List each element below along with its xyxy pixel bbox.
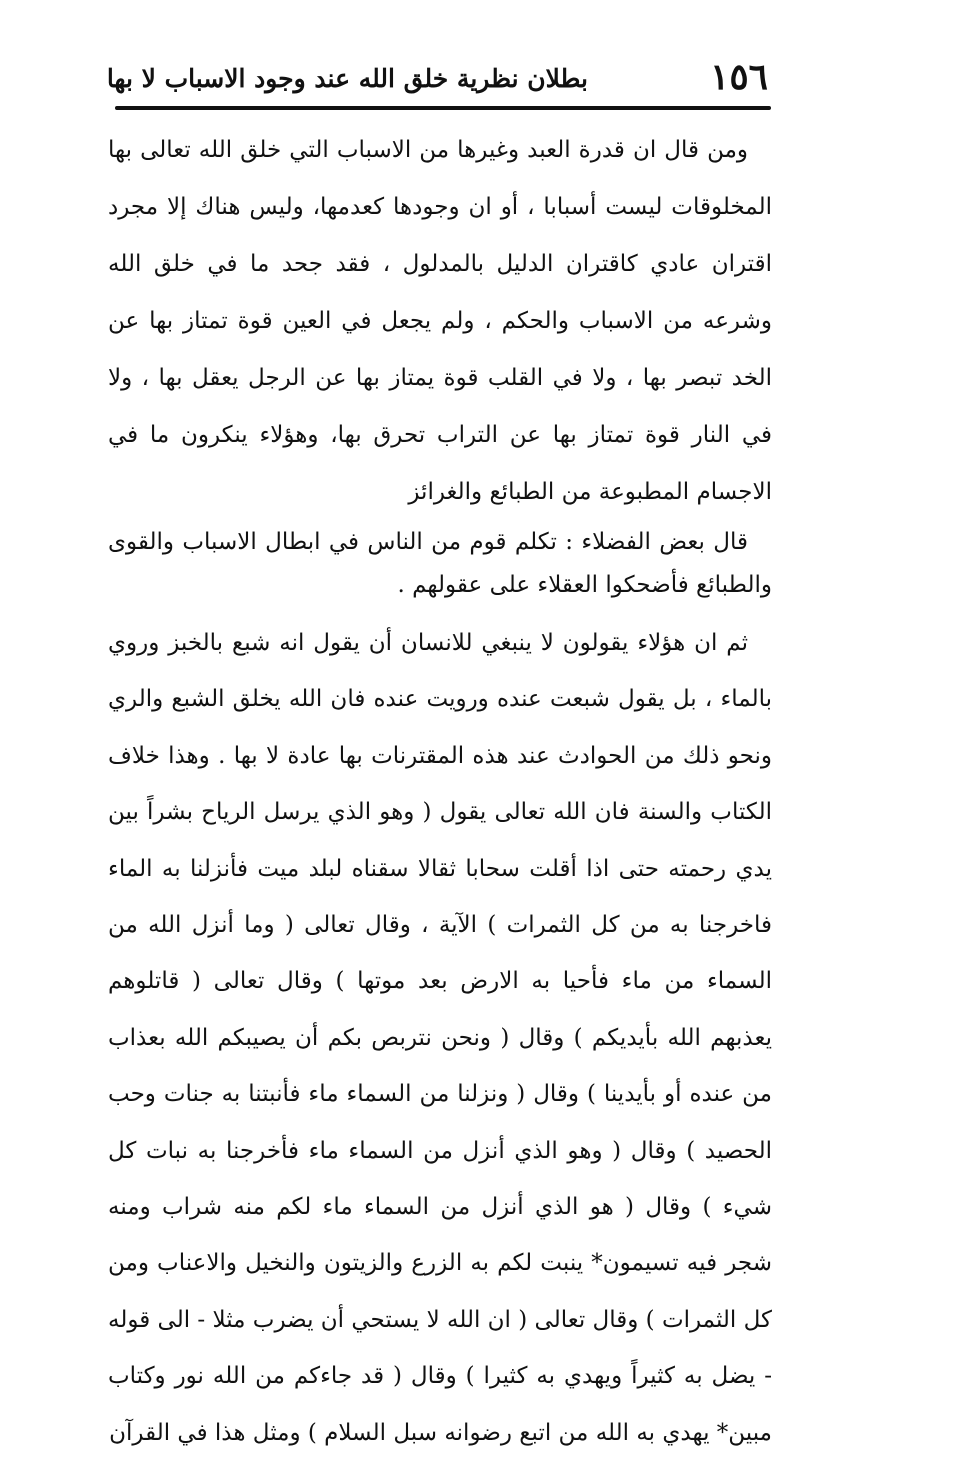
running-title: بطلان نظرية خلق الله عند وجود الاسباب لا بها bbox=[106, 64, 588, 93]
paragraph-3: ثم ان هؤلاء يقولون لا ينبغي للانسان أن يقول انه شبع بالخبز وروي بالماء ، بل يقول شبعت عنده ورويت عنده فان الله يخلق الشبع والري ونحو ذلك من الحوادث عند هذه المقترنات بها عادة لا بها . وهذا خلاف الكتاب والسنة فان الله تعالى يقول ( وهو الذي يرسل الرياح بشراً بين يدي رحمته حتى اذا أقلت سحابا ثقالا سقناه لبلد ميت فأنزلنا به الماء فاخرجنا به من كل الثمرات ) الآية ، وقال تعالى ( وما أنزل الله من السماء من ماء فأحيا به الارض بعد موتها ) وقال تعالى ( قاتلوهم يعذبهم الله بأيديكم ) وقال ( ونحن نتربص بكم أن يصيبكم الله بعذاب من عنده أو بأيدينا ) وقال ( ونزلنا من السماء ماء فأنبتنا به جنات وحب الحصيد ) وقال ( وهو الذي أنزل من السماء ماء فأخرجنا به نبات كل شيء ) وقال ( هو الذي أنزل من السماء ماء لكم منه شراب ومنه شجر فيه تسيمون* ينبت لكم به الزرع والزيتون والنخيل والاعناب ومن كل الثمرات ) وقال تعالى ( ان الله لا يستحي أن يضرب مثلا - الى قوله - يضل به كثيراً ويهدي به كثيرا ) وقال ( قد جاءكم من الله نور وكتاب مبين* يهدي به الله من اتبع رضوانه سبل السلام ) ومثل هذا في القرآن bbox=[108, 630, 772, 1446]
header-rule bbox=[115, 106, 771, 110]
paragraph-1: ومن قال ان قدرة العبد وغيرها من الاسباب التي خلق الله تعالى بها المخلوقات ليست أسبابا ، أو ان وجودها كعدمها، وليس هناك إلا مجرد اقتران عادي كاقتران الدليل بالمدلول ، فقد جحد ما في خلق الله وشرعه من الاسباب والحكم ، ولم يجعل في العين قوة تمتاز بها عن الخد تبصر بها ، ولا في القلب قوة يمتاز بها عن الرجل يعقل بها ، ولا في النار قوة تمتاز بها عن التراب تحرق بها، وهؤلاء ينكرون ما في الاجسام المطبوعة من الطبائع والغرائز bbox=[108, 137, 772, 505]
paragraph-2: قال بعض الفضلاء : تكلم قوم من الناس في ابطال الاسباب والقوى والطبائع فأضحكوا العقلاء على عقولهم . bbox=[108, 529, 772, 598]
body-text bbox=[108, 122, 772, 1461]
page-number: ١٥٦ bbox=[709, 56, 768, 98]
page-header bbox=[106, 56, 768, 104]
